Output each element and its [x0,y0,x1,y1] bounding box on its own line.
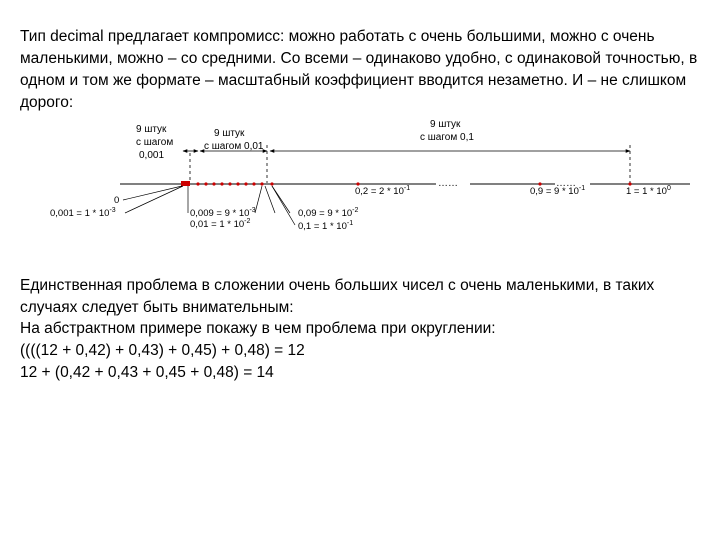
scale-diagram [0,115,720,240]
point-0002 [196,182,199,185]
label-02: $0,2 = 2 * 10^{-1}$ [355,185,411,197]
point-0001-cluster [181,181,190,186]
example-intro: На абстрактном примере покажу в чем проблема при округлении: [20,320,496,337]
point-0007 [236,182,239,185]
label-01: $0,1 = 1 * 10^{-1}$ [298,220,354,232]
leader-zero [123,186,182,200]
dots-2: …… [556,178,576,189]
point-0004 [212,182,215,185]
group-mid-line1: 9 штук [214,128,245,139]
dots-1: …… [438,178,458,189]
equation-2: 12 + (0,42 + 0,43 + 0,45 + 0,48) = 14 [20,364,274,381]
point-0008 [244,182,247,185]
point-009 [270,182,273,185]
group-small-line2: с шагом [136,137,174,148]
label-0001: $0,001 = 1 * 10^{-3}$ [50,207,116,219]
group-small-line1: 9 штук [136,124,167,135]
leader-001-a [255,186,262,213]
equation-1: ((((12 + 0,42) + 0,43) + 0,45) + 0,48) = 12 [20,342,305,359]
problem-paragraph: Единственная проблема в сложении очень больших чисел с очень маленькими, в таких случаях следует быть внимательным: [20,277,655,316]
group-large-line1: 9 штук [430,119,461,130]
group-mid-line2: с шагом 0,01 [204,141,264,152]
label-09: $0,9 = 9 * 10^{-1}$ [530,185,586,197]
point-0003 [204,182,207,185]
leader-0001 [125,186,183,213]
intro-paragraph: Тип decimal предлагает компромисс: можно работать с очень большими, можно с очень маленькими, можно – со средними. Со всеми – одинаково удобно, с одинаковой точностью, в одном и том же формате – масштабный коэффициент вводится незаметно. И – не слишком дорого: [20,28,698,111]
leader-01 [272,186,295,225]
point-001 [260,182,263,185]
label-0009: $0,009 = 9 * 10^{-3}$ [190,207,256,219]
group-large-line2: с шагом 0,1 [420,132,474,143]
point-0006 [228,182,231,185]
point-0009 [252,182,255,185]
leader-001-b [265,186,275,213]
point-0005 [220,182,223,185]
zero-label: 0 [114,195,120,206]
group-small-line3: 0,001 [139,150,165,161]
label-1: $1 = 1 * 10^0$ [626,185,671,197]
label-009: $0,09 = 9 * 10^{-2}$ [298,207,359,219]
label-001: $0,01 = 1 * 10^{-2}$ [190,218,251,230]
